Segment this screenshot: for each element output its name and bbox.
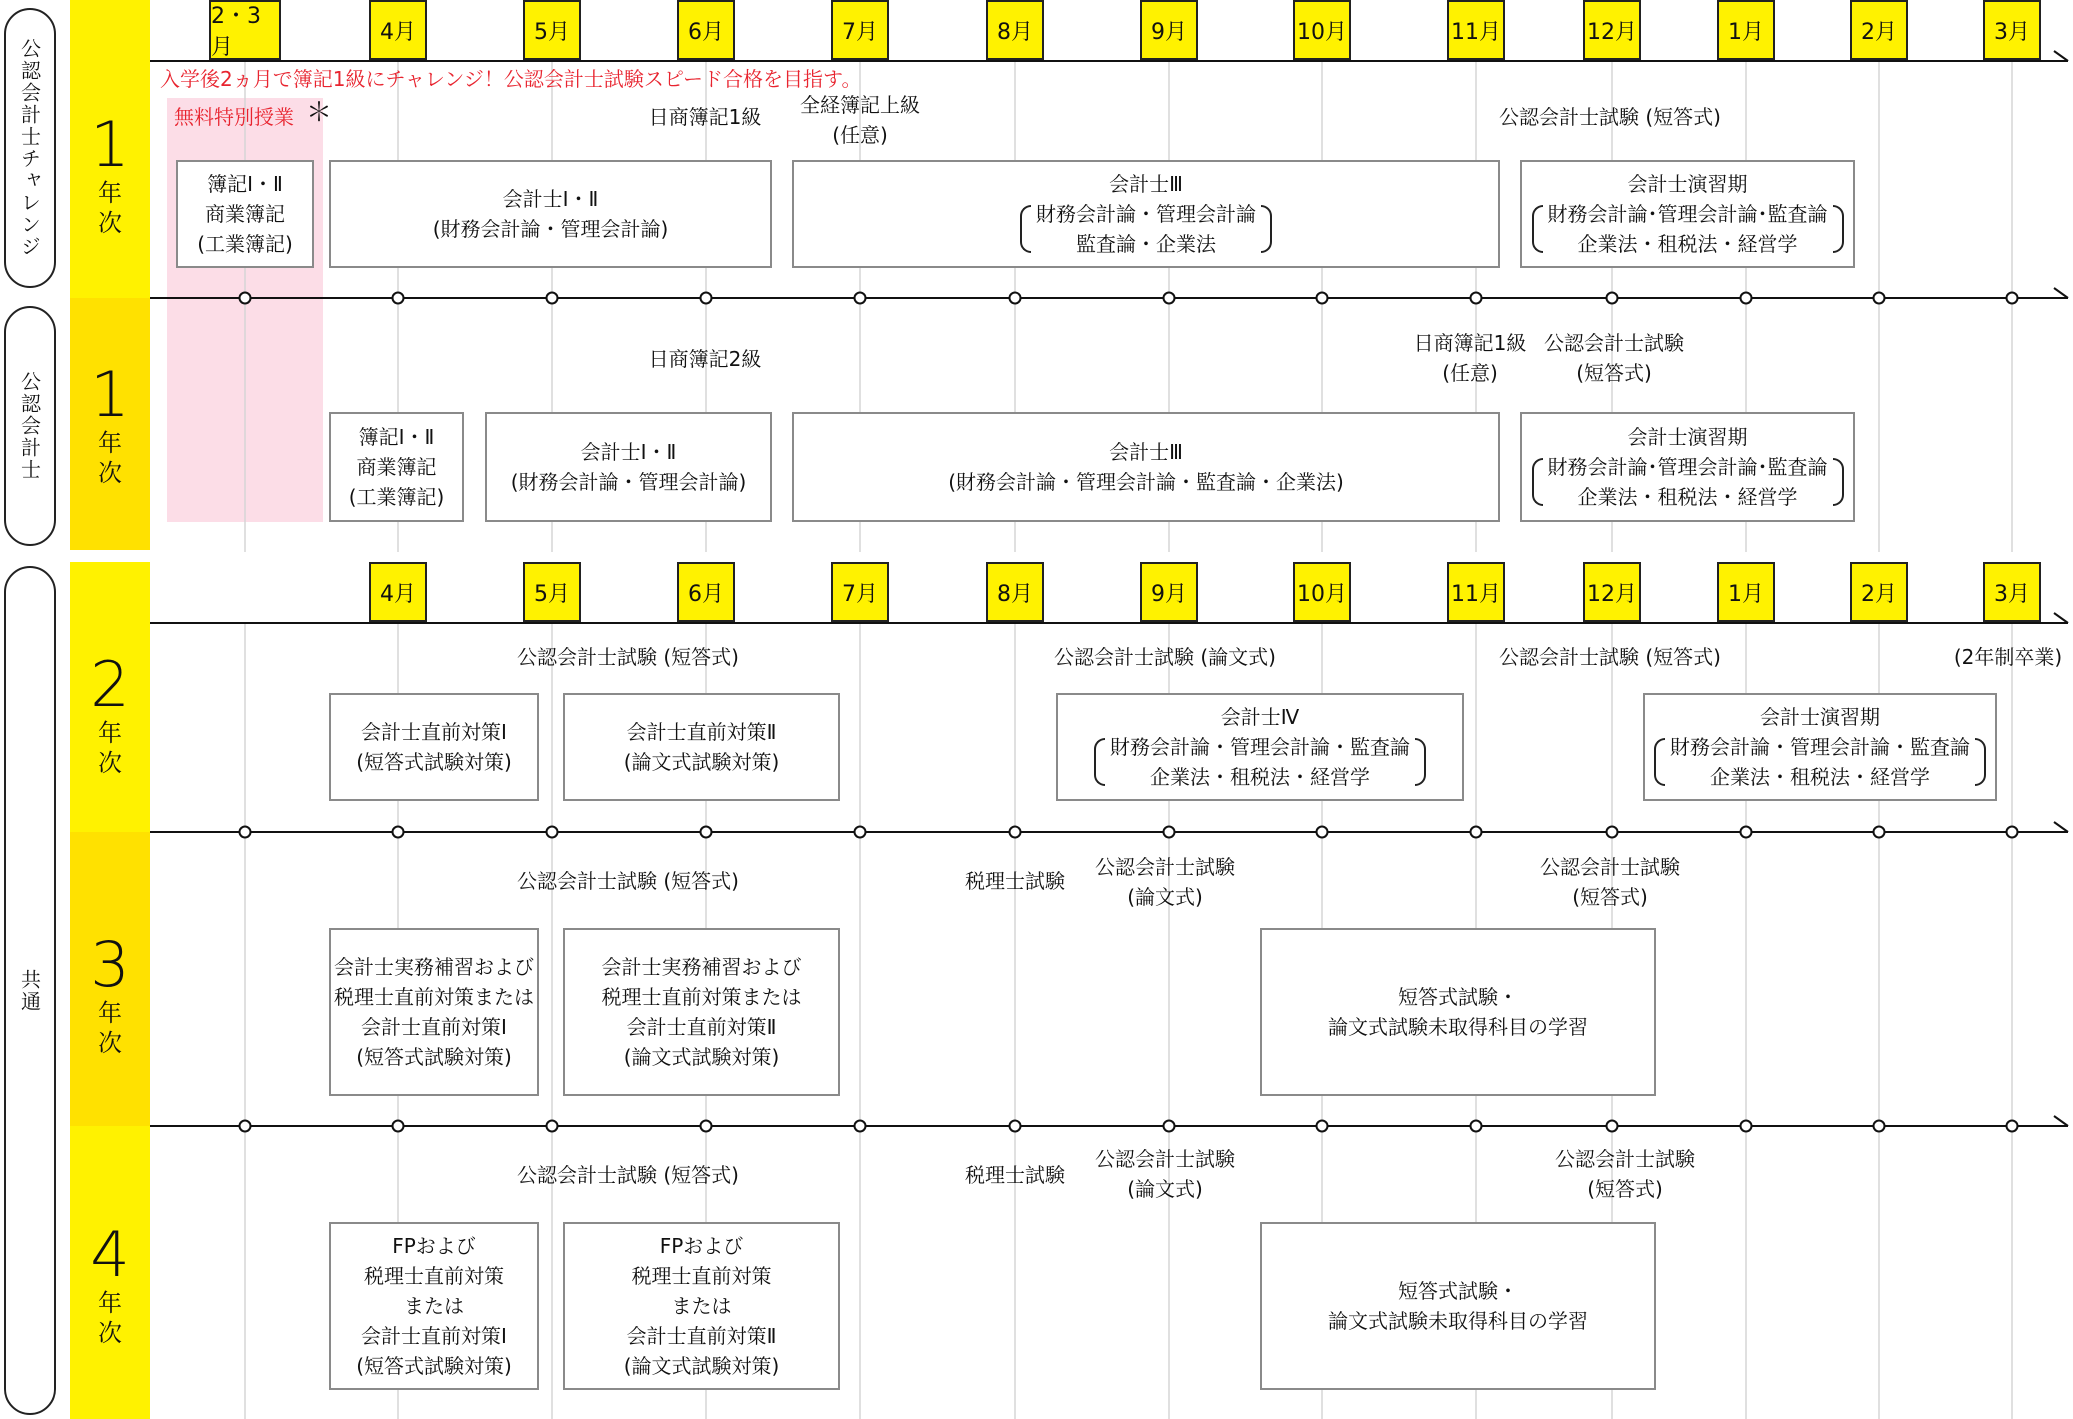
y2-exam-tanto2: 公認会計士試験 (短答式) bbox=[1499, 645, 1721, 669]
node-0-6 bbox=[1164, 293, 1175, 304]
y3-box-1: 会計士実務補習および 税理士直前対策または 会計士直前対策Ⅰ (短答式試験対策) bbox=[329, 928, 539, 1096]
y2-box-final-2: 会計士直前対策Ⅱ (論文式試験対策) bbox=[563, 693, 840, 801]
month-bottom-9: 1月 bbox=[1717, 562, 1775, 622]
node-0-10 bbox=[1741, 293, 1752, 304]
side-label-cpa: 公認会計士 bbox=[4, 306, 56, 546]
year-label-3: 3 年 次 bbox=[90, 928, 130, 1057]
y3-exam-zeirishi: 税理士試験 bbox=[965, 869, 1065, 893]
year-label-2: 2 年 次 bbox=[90, 648, 130, 777]
month-top-7: 10月 bbox=[1293, 0, 1351, 60]
y2-exam-ronbun: 公認会計士試験 (論文式) bbox=[1054, 645, 1276, 669]
month-top-12: 3月 bbox=[1983, 0, 2041, 60]
node-1-3 bbox=[701, 827, 712, 838]
node-1-9 bbox=[1607, 827, 1618, 838]
month-top-9: 12月 bbox=[1583, 0, 1641, 60]
year-label-1-challenge: 1 年 次 bbox=[90, 108, 130, 237]
node-2-11 bbox=[1874, 1121, 1885, 1132]
node-0-0 bbox=[240, 293, 251, 304]
node-2-2 bbox=[547, 1121, 558, 1132]
cpa1-exam-boki1: 日商簿記1級 (任意) bbox=[1413, 331, 1527, 385]
node-1-11 bbox=[1874, 827, 1885, 838]
node-2-4 bbox=[855, 1121, 866, 1132]
y2-exam-tanto1: 公認会計士試験 (短答式) bbox=[517, 645, 739, 669]
month-top-10: 1月 bbox=[1717, 0, 1775, 60]
y4-box-remaining: 短答式試験・ 論文式試験未取得科目の学習 bbox=[1260, 1222, 1656, 1390]
y2-graduate: (2年制卒業) bbox=[1953, 645, 2063, 669]
axis-top-header-arrow bbox=[2054, 51, 2068, 61]
node-1-8 bbox=[1471, 827, 1482, 838]
month-bottom-11: 3月 bbox=[1983, 562, 2041, 622]
challenge-exam-tanto: 公認会計士試験 (短答式) bbox=[1499, 105, 1721, 129]
y4-exam-tanto2: 公認会計士試験 (短答式) bbox=[1555, 1147, 1695, 1201]
free-lesson-label: 無料特別授業 bbox=[174, 105, 294, 129]
node-0-9 bbox=[1607, 293, 1618, 304]
month-top-3: 6月 bbox=[677, 0, 735, 60]
node-0-3 bbox=[701, 293, 712, 304]
month-bottom-6: 10月 bbox=[1293, 562, 1351, 622]
node-2-10 bbox=[1741, 1121, 1752, 1132]
month-bottom-8: 12月 bbox=[1583, 562, 1641, 622]
challenge-box-cpa-1-2: 会計士Ⅰ・Ⅱ (財務会計論・管理会計論) bbox=[329, 160, 772, 268]
challenge-headline: 入学後2ヵ月で簿記1級にチャレンジ！公認会計士試験スピード合格を目指す。 bbox=[160, 67, 862, 91]
node-0-7 bbox=[1317, 293, 1328, 304]
month-bottom-0: 4月 bbox=[369, 562, 427, 622]
month-top-4: 7月 bbox=[831, 0, 889, 60]
node-2-7 bbox=[1317, 1121, 1328, 1132]
y3-box-2: 会計士実務補習および 税理士直前対策または 会計士直前対策Ⅱ (論文式試験対策) bbox=[563, 928, 840, 1096]
node-1-2 bbox=[547, 827, 558, 838]
challenge-box-boki: 簿記Ⅰ・Ⅱ 商業簿記 (工業簿記) bbox=[176, 160, 314, 268]
node-2-3 bbox=[701, 1121, 712, 1132]
y4-box-2: FPおよび 税理士直前対策 または 会計士直前対策Ⅱ (論文式試験対策) bbox=[563, 1222, 840, 1390]
y3-exam-tanto2: 公認会計士試験 (短答式) bbox=[1540, 855, 1680, 909]
y2-box-cpa-4: 会計士Ⅳ 財務会計論・管理会計論・監査論 企業法・租税法・経営学 bbox=[1056, 693, 1464, 801]
node-1-1 bbox=[393, 827, 404, 838]
y4-exam-zeirishi: 税理士試験 bbox=[965, 1163, 1065, 1187]
node-0-8 bbox=[1471, 293, 1482, 304]
month-bottom-2: 6月 bbox=[677, 562, 735, 622]
axis-year2-year3-arrow bbox=[2054, 822, 2068, 832]
node-2-0 bbox=[240, 1121, 251, 1132]
axis-challenge-cpa-arrow bbox=[2054, 288, 2068, 298]
node-0-2 bbox=[547, 293, 558, 304]
month-bottom-5: 9月 bbox=[1140, 562, 1198, 622]
node-2-8 bbox=[1471, 1121, 1482, 1132]
side-label-challenge: 公認会計士チャレンジ bbox=[4, 8, 56, 288]
axis-year3-year4-arrow bbox=[2054, 1116, 2068, 1126]
cpa1-box-cpa-3: 会計士Ⅲ (財務会計論・管理会計論・監査論・企業法) bbox=[792, 412, 1500, 522]
month-top-0: 2・3月 bbox=[209, 0, 281, 60]
month-top-6: 9月 bbox=[1140, 0, 1198, 60]
y3-exam-ronbun: 公認会計士試験 (論文式) bbox=[1095, 855, 1235, 909]
cpa1-box-practice: 会計士演習期 財務会計論･管理会計論･監査論 企業法・租税法・経営学 bbox=[1520, 412, 1855, 522]
month-bottom-3: 7月 bbox=[831, 562, 889, 622]
axis-bottom-header-arrow bbox=[2054, 613, 2068, 623]
y3-exam-tanto1: 公認会計士試験 (短答式) bbox=[517, 869, 739, 893]
node-0-5 bbox=[1010, 293, 1021, 304]
month-bottom-4: 8月 bbox=[986, 562, 1044, 622]
node-0-1 bbox=[393, 293, 404, 304]
node-2-12 bbox=[2007, 1121, 2018, 1132]
month-top-8: 11月 bbox=[1447, 0, 1505, 60]
free-lesson-asterisk: ＊ bbox=[306, 98, 333, 128]
month-bottom-7: 11月 bbox=[1447, 562, 1505, 622]
node-0-4 bbox=[855, 293, 866, 304]
month-bottom-10: 2月 bbox=[1850, 562, 1908, 622]
cpa1-box-boki: 簿記Ⅰ・Ⅱ 商業簿記 (工業簿記) bbox=[329, 412, 464, 522]
y4-box-1: FPおよび 税理士直前対策 または 会計士直前対策Ⅰ (短答式試験対策) bbox=[329, 1222, 539, 1390]
node-2-1 bbox=[393, 1121, 404, 1132]
node-1-5 bbox=[1010, 827, 1021, 838]
side-label-common: 共通 bbox=[4, 566, 56, 1415]
node-2-6 bbox=[1164, 1121, 1175, 1132]
y4-exam-ronbun: 公認会計士試験 (論文式) bbox=[1095, 1147, 1235, 1201]
cpa1-exam-tanto: 公認会計士試験 (短答式) bbox=[1544, 331, 1684, 385]
challenge-exam-zenkei: 全経簿記上級 (任意) bbox=[800, 93, 920, 147]
node-1-12 bbox=[2007, 827, 2018, 838]
y2-box-practice: 会計士演習期 財務会計論・管理会計論・監査論 企業法・租税法・経営学 bbox=[1643, 693, 1997, 801]
node-1-10 bbox=[1741, 827, 1752, 838]
y4-exam-tanto1: 公認会計士試験 (短答式) bbox=[517, 1163, 739, 1187]
year-label-4: 4 年 次 bbox=[90, 1218, 130, 1347]
node-1-7 bbox=[1317, 827, 1328, 838]
month-top-5: 8月 bbox=[986, 0, 1044, 60]
challenge-exam-boki1: 日商簿記1級 bbox=[648, 105, 762, 129]
cpa1-exam-boki2: 日商簿記2級 bbox=[648, 347, 762, 371]
month-top-11: 2月 bbox=[1850, 0, 1908, 60]
node-0-11 bbox=[1874, 293, 1885, 304]
node-0-12 bbox=[2007, 293, 2018, 304]
node-1-6 bbox=[1164, 827, 1175, 838]
y3-box-remaining: 短答式試験・ 論文式試験未取得科目の学習 bbox=[1260, 928, 1656, 1096]
y2-box-final-1: 会計士直前対策Ⅰ (短答式試験対策) bbox=[329, 693, 539, 801]
month-top-2: 5月 bbox=[523, 0, 581, 60]
challenge-box-cpa-3: 会計士Ⅲ 財務会計論・管理会計論 監査論・企業法 bbox=[792, 160, 1500, 268]
challenge-box-practice: 会計士演習期 財務会計論･管理会計論･監査論 企業法・租税法・経営学 bbox=[1520, 160, 1855, 268]
node-2-9 bbox=[1607, 1121, 1618, 1132]
month-bottom-1: 5月 bbox=[523, 562, 581, 622]
month-top-1: 4月 bbox=[369, 0, 427, 60]
cpa1-box-cpa-1-2: 会計士Ⅰ・Ⅱ (財務会計論・管理会計論) bbox=[485, 412, 772, 522]
node-1-4 bbox=[855, 827, 866, 838]
node-1-0 bbox=[240, 827, 251, 838]
year-label-1-cpa: 1 年 次 bbox=[90, 358, 130, 487]
node-2-5 bbox=[1010, 1121, 1021, 1132]
